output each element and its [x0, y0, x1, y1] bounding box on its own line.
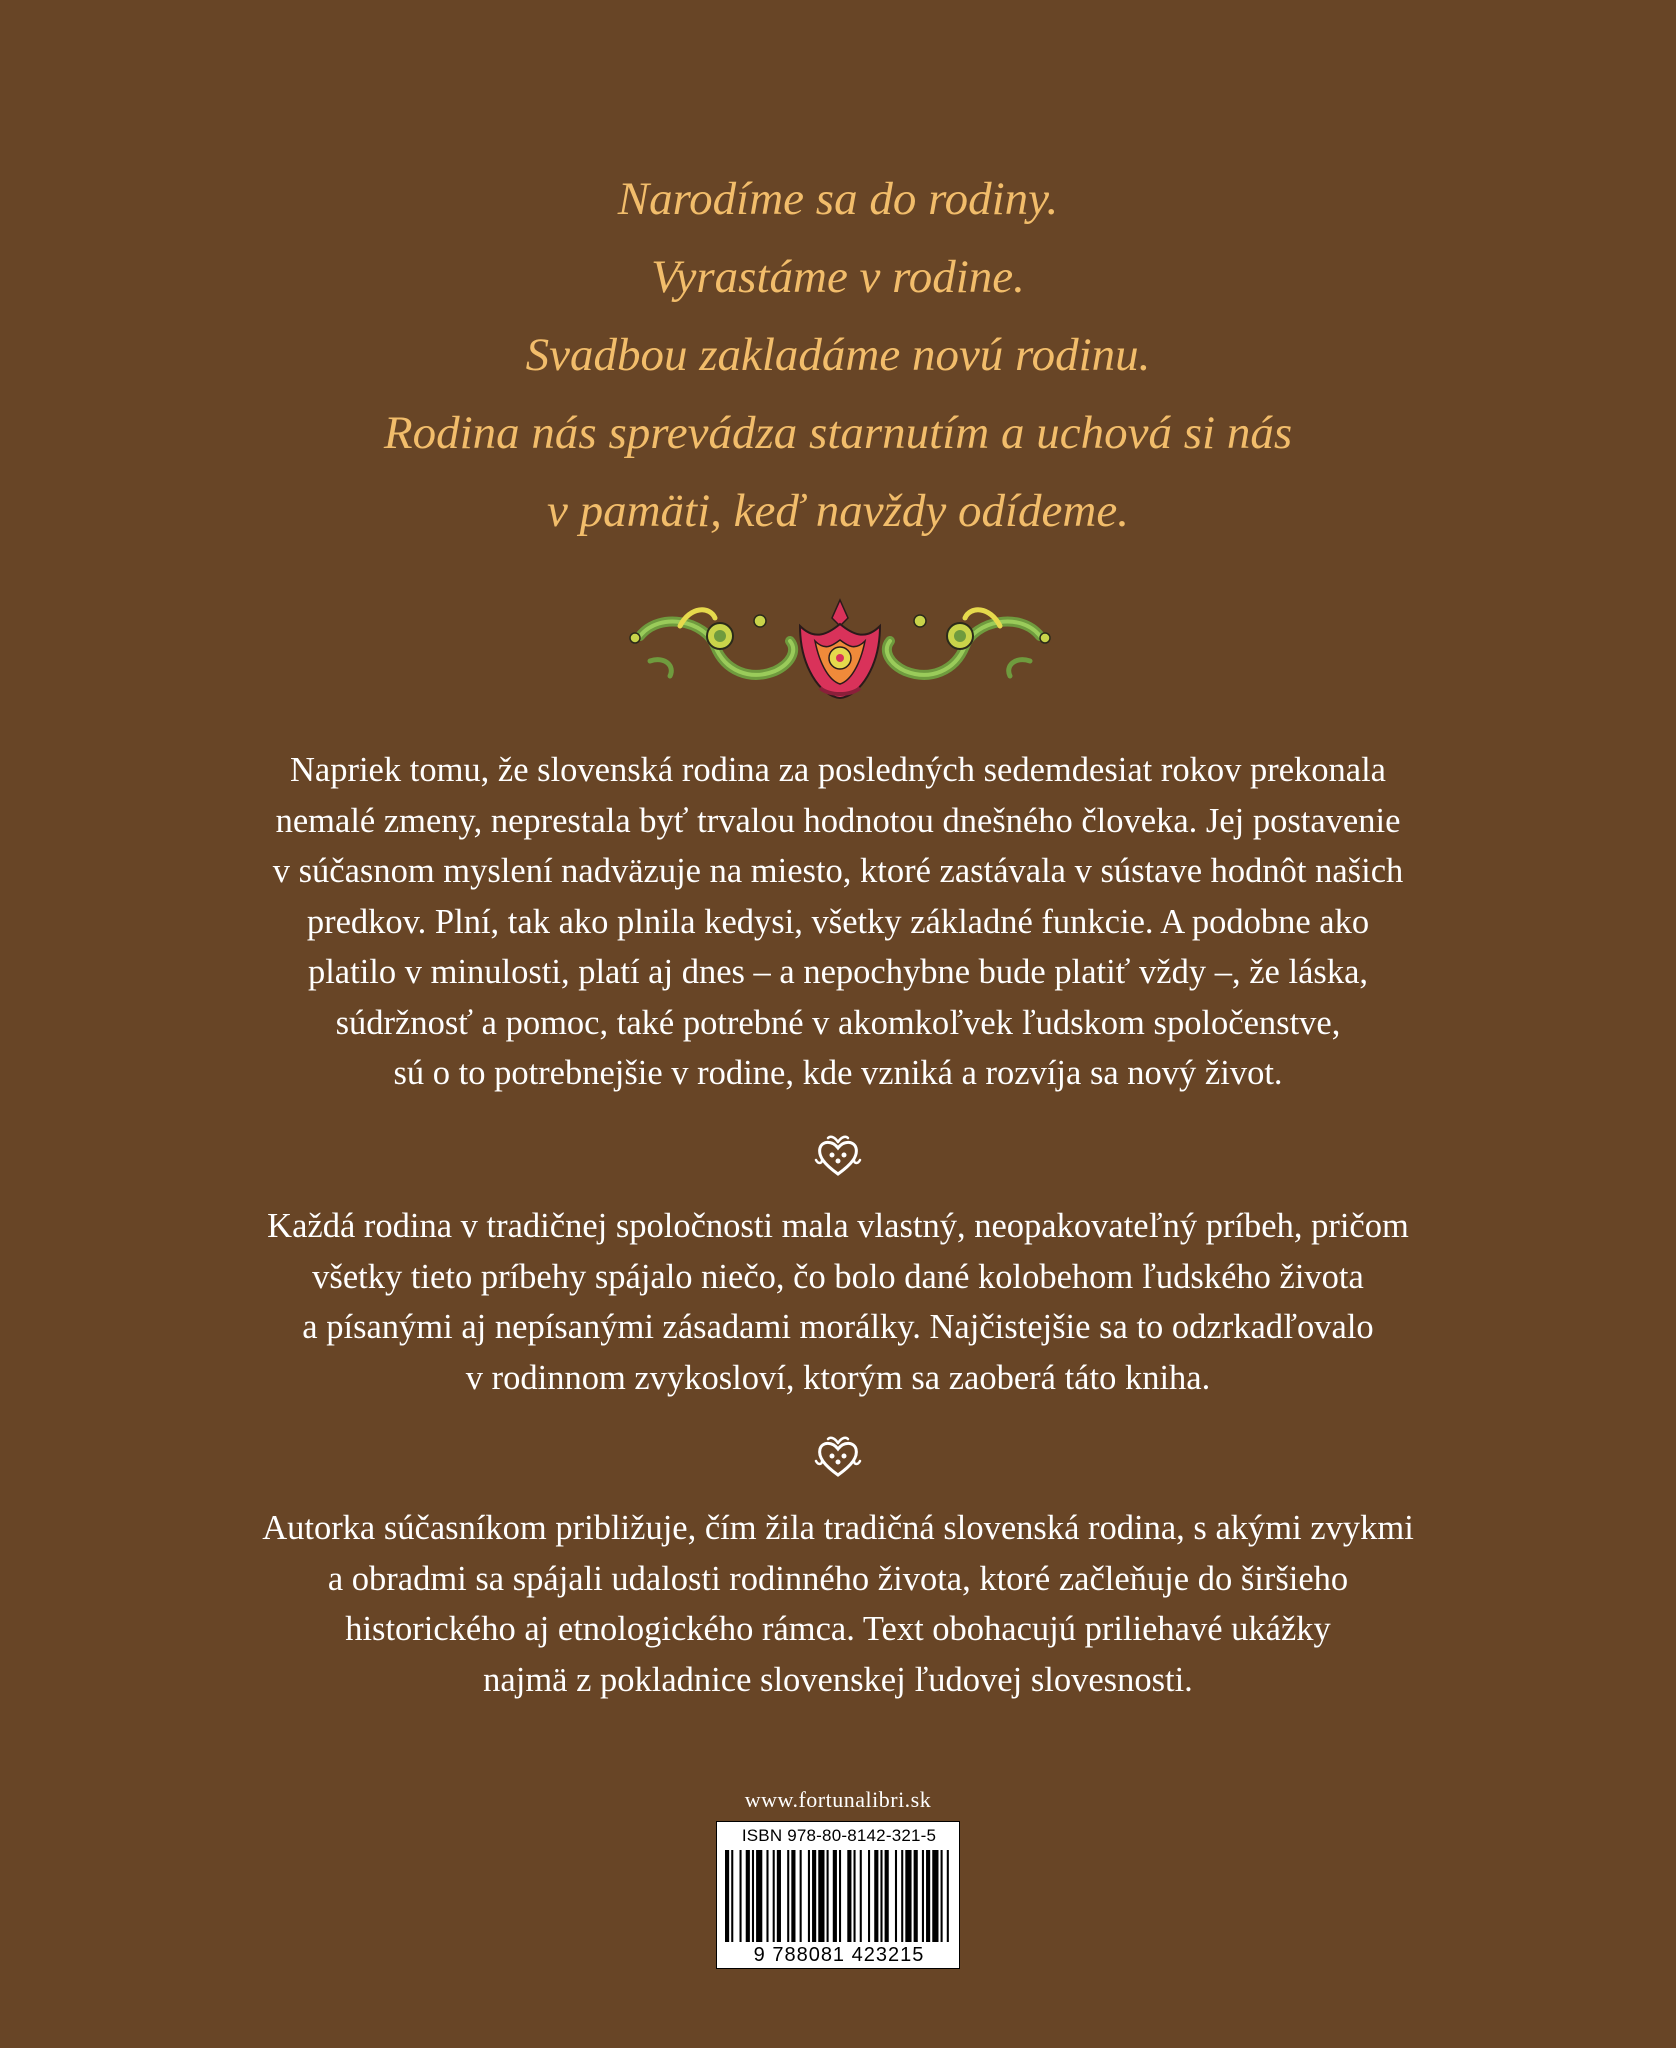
text-line: najmä z pokladnice slovenskej ľudovej slovesnosti. — [483, 1660, 1193, 1699]
barcode-bar — [941, 1850, 943, 1942]
barcode-bar — [839, 1850, 841, 1942]
barcode-bar — [895, 1850, 897, 1942]
barcode-bar — [926, 1850, 930, 1942]
paragraph-1 — [150, 745, 1526, 1099]
barcode-bar — [833, 1850, 837, 1942]
text-line: a obradmi sa spájali udalosti rodinného života, ktoré začleňuje do širšieho — [327, 1559, 1349, 1598]
text-line: v rodinnom zvykosloví, ktorým sa zaoberá táto kniha. — [465, 1358, 1211, 1397]
barcode-bar — [752, 1850, 754, 1942]
paragraph-2 — [150, 1201, 1526, 1403]
poem-line: Vyrastáme v rodine. — [651, 251, 1025, 303]
barcode-bar — [731, 1850, 733, 1942]
barcode-bar — [827, 1850, 829, 1942]
text-line: všetky tieto príbehy spájalo niečo, čo bolo dané kolobehom ľudského života — [312, 1257, 1364, 1296]
barcode-bar — [812, 1850, 816, 1942]
barcode-bar — [787, 1850, 789, 1942]
barcode-digits: 9 788081 423215 — [753, 1944, 925, 1966]
barcode-bars — [725, 1850, 953, 1942]
barcode-bar — [922, 1850, 924, 1942]
barcode-bar — [777, 1850, 781, 1942]
barcode-bar — [860, 1850, 862, 1942]
poem-line: v pamäti, keď navždy odídeme. — [547, 485, 1129, 537]
text-line: v súčasnom myslení nadväzuje na miesto, ktoré zastávala v sústave hodnôt našich — [272, 852, 1404, 890]
paragraph-3 — [150, 1503, 1526, 1705]
barcode-bar — [880, 1850, 882, 1942]
text-line: historického aj etnologického rámca. Text obohacujú priliehavé ukážky — [345, 1610, 1331, 1648]
text-line: nemalé zmeny, neprestala byť trvalou hodnotou dnešného človeka. Jej postavenie — [275, 801, 1401, 840]
barcode-bar — [947, 1850, 949, 1942]
barcode-bar — [808, 1850, 810, 1942]
text-line: platilo v minulosti, platí aj dnes – a nepochybne bude platiť vždy –, že láska, — [307, 953, 1369, 991]
barcode-bar — [854, 1850, 856, 1942]
barcode-bar — [800, 1850, 802, 1942]
barcode-bar — [791, 1850, 795, 1942]
barcode-bar — [901, 1850, 903, 1942]
barcode-bar — [725, 1850, 729, 1942]
barcode-bar — [868, 1850, 870, 1942]
barcode-bar — [885, 1850, 889, 1942]
barcode-bar — [932, 1850, 938, 1942]
text-line: predkov. Plní, tak ako plnila kedysi, všetky základné funkcie. A podobne ako — [306, 902, 1370, 941]
barcode-bar — [818, 1850, 824, 1942]
isbn-label: ISBN 978-80-8142-321-5 — [741, 1826, 937, 1845]
text-line: súdržnosť a pomoc, také potrebné v akomkoľvek ľudskom spoločenstve, — [335, 1003, 1341, 1042]
barcode-bar — [773, 1850, 775, 1942]
barcode-bar — [740, 1850, 742, 1942]
barcode-bar — [746, 1850, 750, 1942]
text-line: sú o to potrebnejšie v rodine, kde vzniká a rozvíja sa nový život. — [393, 1054, 1283, 1092]
publisher-website[interactable]: www.fortunalibri.sk — [744, 1787, 932, 1812]
isbn-barcode — [716, 1821, 960, 1969]
poem-line: Rodina nás sprevádza starnutím a uchová si nás — [383, 407, 1293, 459]
text-line: Napriek tomu, že slovenská rodina za posledných sedemdesiat rokov prekonala — [290, 751, 1386, 789]
barcode-bar — [766, 1850, 768, 1942]
heart-divider-icon — [812, 1431, 864, 1483]
text-line: Autorka súčasníkom približuje, čím žila tradičná slovenská rodina, s akými zvykmi — [262, 1509, 1414, 1547]
barcode-bar — [874, 1850, 878, 1942]
poem-line: Svadbou zakladáme novú rodinu. — [525, 329, 1151, 381]
poem — [0, 160, 1676, 550]
barcode-bar — [905, 1850, 911, 1942]
text-line: a písanými aj nepísanými zásadami morálky. Najčistejšie sa to odzrkadľovalo — [302, 1308, 1374, 1346]
barcode-bar — [847, 1850, 851, 1942]
text-line: Každá rodina v tradičnej spoločnosti mala vlastný, neopakovateľný príbeh, pričom — [267, 1207, 1409, 1245]
barcode-bar — [914, 1850, 918, 1942]
heart-divider-icon — [812, 1130, 864, 1182]
poem-line: Narodíme sa do rodiny. — [617, 173, 1059, 225]
barcode-bar — [756, 1850, 762, 1942]
folk-floral-ornament — [620, 596, 1060, 706]
